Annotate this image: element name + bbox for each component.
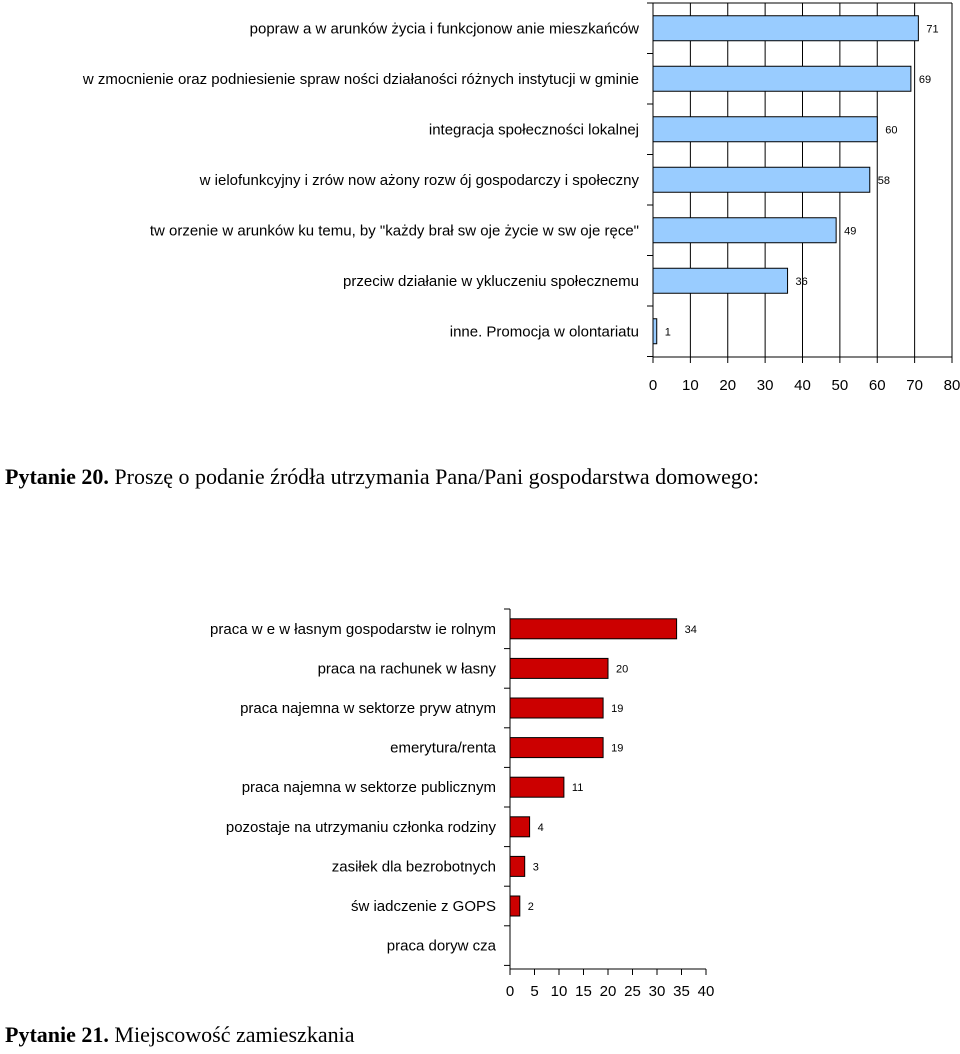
chart1-data-label: 1 xyxy=(664,326,671,339)
chart2-bar xyxy=(510,619,677,639)
chart2-data-label: 19 xyxy=(611,742,624,755)
chart2-bar xyxy=(510,896,520,916)
chart2-bar xyxy=(510,698,603,718)
chart1-category-label: przeciw działanie w ykluczeniu społecznemu xyxy=(343,272,639,290)
chart2-x-tick-label: 10 xyxy=(550,983,568,1000)
question-20-text: Proszę o podanie źródła utrzymania Pana/Pani gospodarstwa domowego: xyxy=(108,464,759,489)
question-20-heading xyxy=(5,464,759,490)
chart1-data-label: 58 xyxy=(877,174,891,187)
chart1-x-tick-label: 30 xyxy=(756,377,774,394)
chart1-x-tick-label: 80 xyxy=(943,377,960,394)
chart1-data-label: 49 xyxy=(844,225,857,238)
chart1-x-tick-label: 0 xyxy=(648,377,658,394)
chart2-x-tick-label: 35 xyxy=(673,983,690,1000)
chart1-bar xyxy=(653,66,911,91)
chart1-category-label: w zmocnienie oraz podniesienie spraw ności działaności różnych instytucji w gminie xyxy=(82,70,639,88)
chart2-data-label: 19 xyxy=(611,703,624,715)
chart1-bar xyxy=(653,167,870,192)
chart1-bar xyxy=(653,319,657,344)
chart2-category-label: praca w e w łasnym gospodarstw ie rolnym xyxy=(210,620,496,638)
chart2-category-label: emerytura/renta xyxy=(390,739,496,757)
question-20-number: Pytanie 20. xyxy=(5,464,109,489)
chart1-category-label: popraw a w arunków życia i funkcjonow anie mieszkańców xyxy=(249,20,639,38)
chart1-x-tick-label: 10 xyxy=(682,377,699,394)
chart1-bar xyxy=(653,218,836,243)
chart2-x-tick-label: 25 xyxy=(624,983,641,1000)
chart2-category-label: praca najemna w sektorze pryw atnym xyxy=(240,700,496,717)
chart2-category-label: zasiłek dla bezrobotnych xyxy=(331,858,496,876)
question-21-text: Miejscowość zamieszkania xyxy=(108,1022,355,1047)
chart2-category-label: praca doryw cza xyxy=(386,937,496,955)
chart2-data-label: 2 xyxy=(527,901,534,913)
chart1-category-label: inne. Promocja w olontariatu xyxy=(449,323,639,341)
chart2-data-label: 11 xyxy=(571,782,584,795)
chart1-bar xyxy=(653,16,918,41)
chart2-x-tick-label: 40 xyxy=(697,983,715,1000)
chart2-category-label: pozostaje na utrzymaniu członka rodziny xyxy=(225,818,496,836)
chart1-category-label: w ielofunkcyjny i zrów now ażony rozw ój gospodarczy i społeczny xyxy=(199,171,639,189)
chart2-x-tick-label: 30 xyxy=(648,983,666,1000)
chart2-bar xyxy=(510,856,525,876)
chart2-x-tick-label: 15 xyxy=(575,983,592,1000)
chart1-data-label: 71 xyxy=(926,23,939,36)
chart2-bar xyxy=(510,658,608,678)
chart1-x-tick-label: 40 xyxy=(794,377,811,394)
chart2-category-label: praca najemna w sektorze publicznym xyxy=(241,779,496,797)
chart1-data-label: 60 xyxy=(885,124,898,137)
question-21-heading xyxy=(5,1022,354,1048)
chart-activities xyxy=(0,0,960,420)
chart2-bar xyxy=(510,738,603,758)
chart2-x-tick-label: 20 xyxy=(599,983,617,1000)
chart1-data-label: 69 xyxy=(918,73,932,86)
chart2-x-tick-label: 5 xyxy=(530,983,539,1000)
chart1-bar xyxy=(653,268,788,293)
chart1-category-label: integracja społeczności lokalnej xyxy=(428,121,639,139)
question-21-number: Pytanie 21. xyxy=(5,1022,109,1047)
chart2-category-label: św iadczenie z GOPS xyxy=(350,898,496,915)
chart1-x-tick-label: 70 xyxy=(906,377,923,394)
chart1-x-tick-label: 20 xyxy=(719,377,737,394)
chart2-category-label: praca na rachunek w łasny xyxy=(317,660,496,678)
chart2-x-tick-label: 0 xyxy=(505,983,515,1000)
chart2-bar xyxy=(510,777,564,797)
chart2-data-label: 3 xyxy=(532,861,539,874)
chart2-bar xyxy=(510,817,530,837)
chart-income-sources xyxy=(0,600,960,1010)
chart1-x-tick-label: 60 xyxy=(868,377,886,394)
chart2-data-label: 20 xyxy=(616,663,629,676)
chart1-category-label: tw orzenie w arunków ku temu, by "każdy brał sw oje życie w sw oje ręce" xyxy=(149,222,639,240)
chart2-data-label: 34 xyxy=(684,623,697,636)
chart2-data-label: 4 xyxy=(537,821,544,834)
chart1-data-label: 36 xyxy=(795,275,808,288)
chart1-bar xyxy=(653,117,877,142)
chart1-x-tick-label: 50 xyxy=(831,377,849,394)
